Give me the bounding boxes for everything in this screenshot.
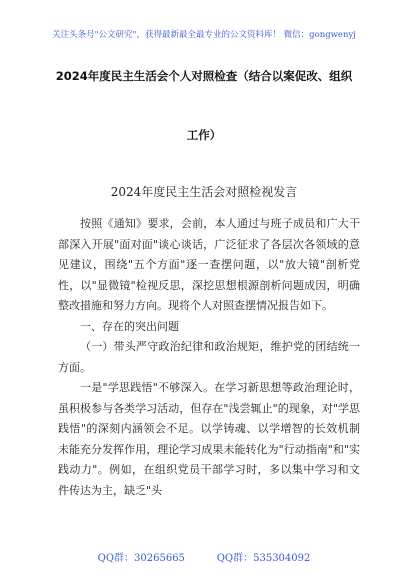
document-title-line-2: 工作） — [186, 128, 222, 142]
body-paragraph: 一是"学思践悟"不够深入。在学习新思想等政治理论时，虽积极参与各类学习活动，但存在"浅尝辄止"的现象，对"学思践悟"的深刻内涵领会不足。以学铸魂、以学增智的长效机制未能充分发挥作用，理论学习成果未能转化为"行动指南"和"实践动力"。例如，在组织党员干部学习时，多以集中学习和文件传达为主，缺乏"头 — [58, 381, 360, 497]
header-promo-note: 关注头条号"公文研究"，获得最新最全最专业的公文资料库！ 微信：gongwenyj — [52, 30, 356, 40]
section-heading: 一、存在的突出问题 — [80, 319, 179, 333]
footer-qq-groups: QQ群：30265665 QQ群：535304092 — [97, 553, 311, 564]
subsection-heading: （一）带头严守政治纪律和政治规矩，维护党的团结统一方面。 — [58, 340, 360, 374]
intro-paragraph: 按照《通知》要求，会前，本人通过与班子成员和广大干部深入开展"面对面"谈心谈话，广泛征求了各层次各领域的意见建议，围绕"五个方面"逐一查摆问题，以"放大镜"剖析党性，以"显微镜"检视反思，深挖思想根源剖析问题成因，明确整改措施和努力方向。现将个人对照查摆情况报告如下。 — [58, 217, 360, 312]
document-title-line-1: 2024年度民主生活会个人对照检查（结合以案促改、组织 — [55, 69, 353, 83]
document-body — [58, 214, 360, 501]
document-subtitle: 2024年度民主生活会对照检视发言 — [110, 185, 298, 199]
